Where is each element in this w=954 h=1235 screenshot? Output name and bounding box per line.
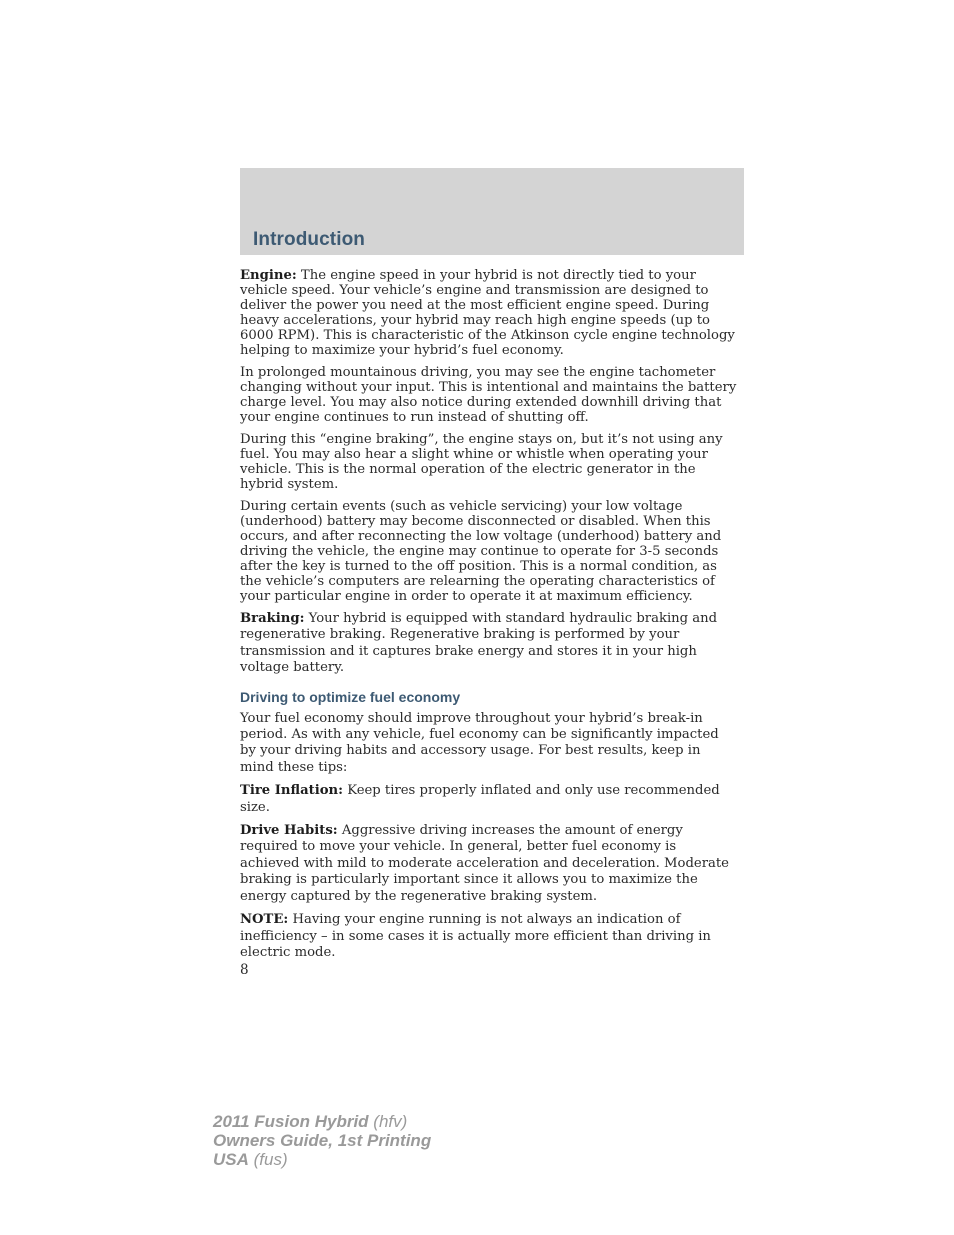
paragraph-label: Engine: — [240, 268, 297, 283]
paragraph-text: Your hybrid is equipped with standard hydraulic braking and regenerative braking. Regenerative braking is performed by your transmission and it captures brake energy and stores it in your high voltage battery. — [240, 611, 718, 676]
paragraph-text: During certain events (such as vehicle servicing) your low voltage (underhood) battery may become disconnected or disabled. When this occurs, and after reconnecting the low voltage (underhood) battery and driving the vehicle, the engine may continue to operate for 3-5 seconds after the key is turned to the off position. This is a normal condition, as the vehicle’s computers are relearning the operating characteristics of your particular engine in order to operate it at maximum efficiency. — [240, 499, 722, 604]
footer-model-code: (hfv) — [368, 1112, 408, 1131]
footer-line-model — [213, 1112, 431, 1131]
paragraph-battery-disconnect — [240, 499, 738, 604]
footer-line-market — [213, 1150, 431, 1169]
paragraph-engine — [240, 268, 738, 358]
footer-model: 2011 Fusion Hybrid — [213, 1112, 369, 1131]
paragraph-label: Braking: — [240, 611, 305, 626]
paragraph-engine-braking — [240, 432, 738, 492]
paragraph-note — [240, 912, 738, 961]
subheading-fuel-economy: Driving to optimize fuel economy — [240, 688, 461, 705]
paragraph-text: During this “engine braking”, the engine stays on, but it’s not using any fuel. You may also hear a slight whine or whistle when operating your vehicle. This is the normal operation of the electric generator in the hybrid system. — [240, 432, 723, 492]
page-content — [240, 268, 738, 978]
paragraph-label: Drive Habits: — [240, 823, 338, 839]
paragraph-text: Aggressive driving increases the amount of energy required to move your vehicle. In general, better fuel economy is achieved with mild to moderate acceleration and deceleration. Moderate braking is particularly important since it allows you to maximize the energy captured by the regenerative braking system. — [240, 823, 729, 904]
paragraph-text: The engine speed in your hybrid is not directly tied to your vehicle speed. Your vehicle’s engine and transmission are designed to deliver the power you need at the most efficient engine speed. During heavy accelerations, your hybrid may reach high engine speeds (up to 6000 RPM). This is characteristic of the Atkinson cycle engine technology helping to maximize your hybrid’s fuel economy. — [240, 268, 735, 358]
footer-market: USA — [213, 1150, 249, 1169]
paragraph-tire-inflation — [240, 783, 738, 816]
section-title: Introduction — [253, 229, 366, 250]
section-header-band — [240, 168, 744, 255]
paragraph-text: Your fuel economy should improve throughout your hybrid’s break-in period. As with any vehicle, fuel economy can be significantly impacted by your driving habits and accessory usage. For best results, keep in mind these tips: — [240, 710, 719, 775]
footer-print-info — [213, 1112, 431, 1169]
paragraph-text: Keep tires properly inflated and only use recommended size. — [240, 783, 720, 815]
footer-line-guide — [213, 1131, 431, 1150]
footer-guide: Owners Guide, 1st Printing — [213, 1131, 432, 1150]
paragraph-mountainous-driving — [240, 365, 738, 425]
paragraph-text: Having your engine running is not always an indication of inefficiency – in some cases it is actually more efficient than driving in electric mode. — [240, 912, 711, 960]
page-number: 8 — [240, 962, 249, 979]
paragraph-text: In prolonged mountainous driving, you may see the engine tachometer changing without your input. This is intentional and maintains the battery charge level. You may also notice during extended downhill driving that your engine continues to run instead of shutting off. — [240, 365, 737, 425]
paragraph-drive-habits — [240, 823, 738, 905]
paragraph-braking — [240, 611, 738, 677]
paragraph-label: NOTE: — [240, 912, 289, 928]
paragraph-fuel-economy-intro — [240, 711, 738, 777]
footer-market-code: (fus) — [248, 1150, 288, 1169]
paragraph-label: Tire Inflation: — [240, 783, 343, 799]
